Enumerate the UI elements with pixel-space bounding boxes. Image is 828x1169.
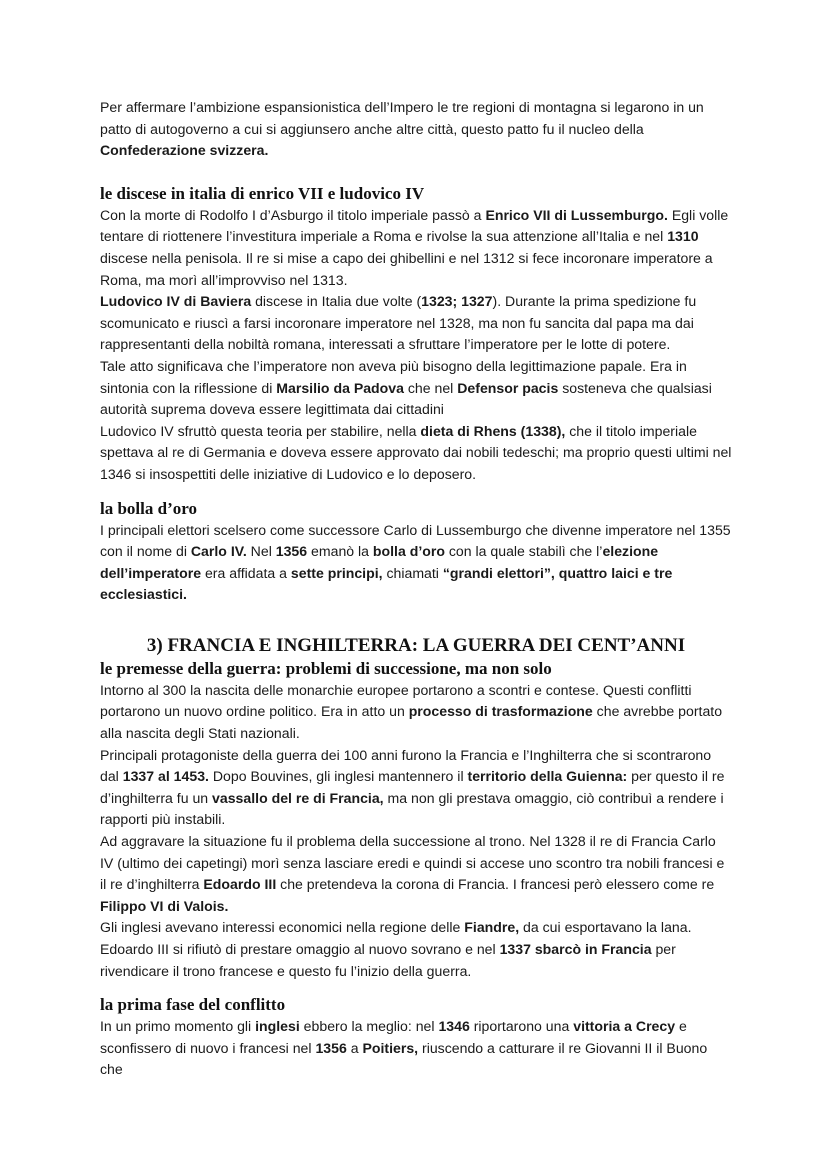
bold-text: 1356 <box>275 543 308 560</box>
bold-text: 1323; 1327 <box>421 293 493 310</box>
bold-text: Fiandre, <box>464 919 520 936</box>
document-page <box>100 97 732 1081</box>
section-heading: la prima fase del conflitto <box>100 995 286 1015</box>
text-run: discese nella penisola. Il re si mise a capo dei ghibellini e nel 1312 si fece incoronare imperatore a Roma, ma morì all’improvviso nel 1313. <box>100 249 713 288</box>
bold-text: inglesi <box>255 1018 300 1035</box>
bold-text: processo di trasformazione <box>408 703 593 720</box>
paragraph <box>100 356 732 421</box>
text-run: che nel <box>403 379 458 396</box>
text-run: In un primo momento gli <box>100 1018 256 1035</box>
bold-text: Enrico VII di Lussemburgo. <box>485 206 668 223</box>
text-run: Dopo Bouvines, gli inglesi mantennero il <box>208 768 468 785</box>
paragraph <box>100 680 732 745</box>
bold-text: Confederazione svizzera. <box>100 142 269 159</box>
text-run: che il titolo imperiale spettava al re di Germania e doveva essere approvato dai nobili tedeschi; ma proprio questi ultimi nel 1346 si insospettiti delle iniziative di Ludovico e lo deposero. <box>100 422 732 482</box>
text-run: riuscendo a catturare il re Giovanni II il Buono che <box>100 1039 708 1078</box>
bold-text: “grandi elettori”, quattro laici e tre ecclesiastici. <box>100 564 673 603</box>
text-run: da cui esportavano la lana. Edoardo III si rifiutò di prestare omaggio al nuovo sovrano e nel <box>100 919 692 957</box>
paragraph <box>100 421 732 486</box>
paragraph <box>100 1016 732 1081</box>
text-run: I principali elettori scelsero come successore Carlo di Lussemburgo che divenne imperatore nel 1355 con il nome di <box>100 521 731 560</box>
section-heading: le discese in italia di enrico VII e ludovico IV <box>100 183 425 203</box>
paragraph <box>100 745 732 831</box>
bold-text: vassallo del re di Francia, <box>212 789 384 806</box>
section-heading: la bolla d’oro <box>100 498 197 518</box>
bold-text: Ludovico IV di Baviera <box>100 293 252 310</box>
paragraph <box>100 97 732 162</box>
text-run: era affidata a <box>201 564 291 581</box>
bold-text: vittoria a Crecy <box>573 1018 676 1035</box>
paragraph <box>100 291 732 356</box>
paragraph <box>100 205 732 291</box>
text-run: ma non gli prestava omaggio, ciò contribuì a rendere i rapporti più instabili. <box>100 789 724 828</box>
text-run: Gli inglesi avevano interessi economici nella regione delle <box>100 919 465 936</box>
bold-text: Edoardo III <box>203 876 277 893</box>
chapter-title: 3) FRANCIA E INGHILTERRA: LA GUERRA DEI CENT’ANNI <box>146 634 686 656</box>
text-run: per rivendicare il trono francese e questo fu l’inizio della guerra. <box>100 941 676 979</box>
bold-text: Defensor pacis <box>457 379 559 396</box>
text-run: per questo il re d’inghilterra fu un <box>100 768 725 806</box>
text-run: Principali protagoniste della guerra dei 100 anni furono la Francia e l’Inghilterra che si scontrarono dal <box>100 746 712 785</box>
text-run: con la quale stabilì che l’ <box>444 543 603 560</box>
text-run: sosteneva che qualsiasi autorità suprema doveva essere legittimata dai cittadini <box>100 379 712 418</box>
text-run: Tale atto significava che l’imperatore non aveva più bisogno della legittimazione papale. Era in sintonia con la riflessione di <box>100 357 687 396</box>
text-run: chiamati <box>382 564 443 581</box>
paragraph <box>100 917 732 982</box>
text-run: a <box>346 1039 363 1056</box>
text-run: ). Durante la prima spedizione fu scomunicato e riuscì a farsi incoronare imperatore nel 1328, ma non fu sancita dal papa ma dai rappresentanti della nobiltà romana, interessati a sfruttare l’imperatore per le lotte di potere. <box>100 293 697 353</box>
text-run: riportarono una <box>469 1018 574 1035</box>
text-run: e sconfissero di nuovo i francesi nel <box>100 1018 687 1056</box>
text-run: Egli volle tentare di riottenere l’investitura imperiale a Roma e rivolse la sua attenzione all’Italia e nel <box>100 206 729 245</box>
text-run: Con la morte di Rodolfo I d’Asburgo il titolo imperiale passò a <box>100 206 486 223</box>
text-run: emanò la <box>307 543 373 560</box>
bold-text: 1346 <box>438 1018 470 1035</box>
bold-text: dieta di Rhens (1338), <box>420 422 566 439</box>
bold-text: 1356 <box>315 1039 347 1056</box>
text-run: ebbero la meglio: nel <box>299 1018 439 1035</box>
text-run: Ludovico IV sfruttò questa teoria per stabilire, nella <box>100 422 421 439</box>
bold-text: 1337 sbarcò in Francia <box>499 941 652 957</box>
paragraph <box>100 520 732 606</box>
section-heading: le premesse della guerra: problemi di successione, ma non solo <box>100 658 552 678</box>
text-run: Nel <box>246 543 276 560</box>
bold-text: Poitiers, <box>362 1039 419 1056</box>
bold-text: Filippo VI di Valois. <box>100 897 229 914</box>
text-run: discese in Italia due volte ( <box>251 293 422 310</box>
bold-text: elezione dell’imperatore <box>100 543 659 581</box>
text-run: Intorno al 300 la nascita delle monarchie europee portarono a scontri e contese. Questi conflitti portarono un nuovo ordine politico. Era in atto un <box>100 681 692 720</box>
text-run: Ad aggravare la situazione fu il problema della successione al trono. Nel 1328 il re di Francia Carlo IV (ultimo dei capetingi) morì senza lasciare eredi e quindi si accese uno scontro tra nobili francesi e il re d’inghilterra <box>100 833 725 893</box>
bold-text: territorio della Guienna: <box>467 768 628 785</box>
paragraph <box>100 831 732 917</box>
bold-text: Marsilio da Padova <box>276 379 404 396</box>
text-run: che pretendeva la corona di Francia. I francesi però elessero come re <box>276 876 715 893</box>
text-run: Per affermare l’ambizione espansionistica dell’Impero le tre regioni di montagna si legarono in un patto di autogoverno a cui si aggiunsero anche altre città, questo patto fu il nucleo della <box>100 99 704 137</box>
bold-text: sette principi, <box>290 564 383 581</box>
bold-text: 1337 al 1453. <box>122 768 209 785</box>
bold-text: bolla d’oro <box>372 543 445 560</box>
bold-text: 1310 <box>667 228 699 245</box>
bold-text: Carlo IV. <box>190 543 247 560</box>
text-run: che avrebbe portato alla nascita degli Stati nazionali. <box>100 703 723 742</box>
